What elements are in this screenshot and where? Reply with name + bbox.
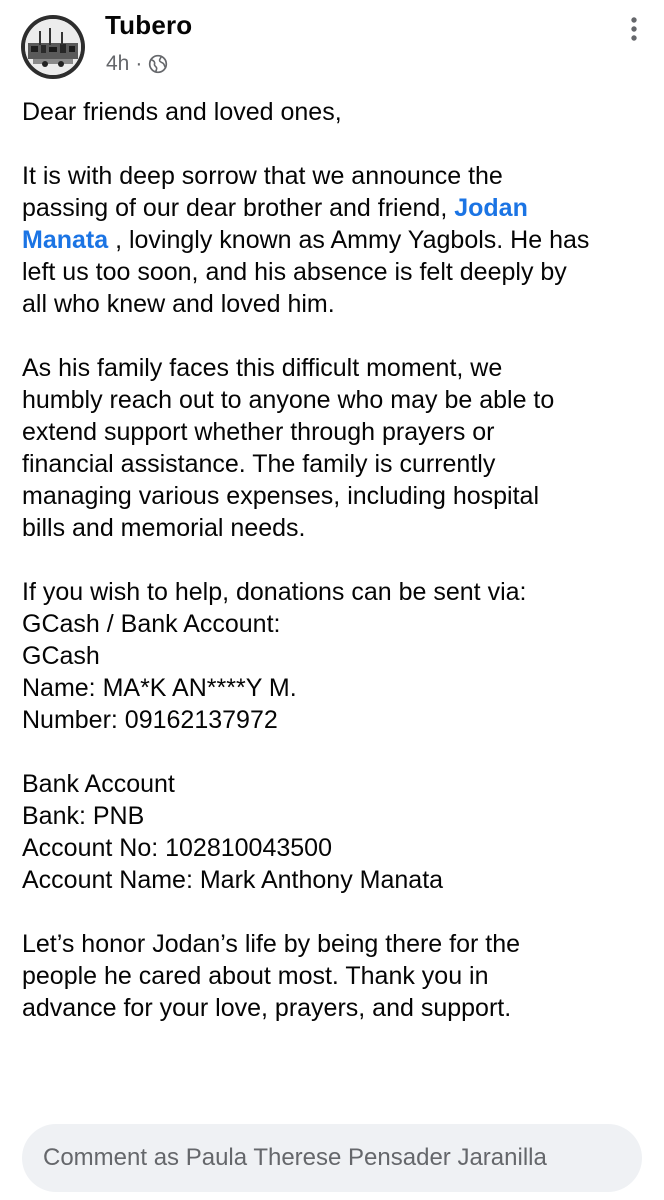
globe-icon (148, 54, 168, 74)
announcement-line-1: It is with deep sorrow that we announce the (22, 162, 503, 190)
appeal-line: managing various expenses, including hospital (22, 482, 539, 510)
bank-line: Bank Account (22, 770, 175, 798)
bank-account-number: Account No: 102810043500 (22, 834, 332, 862)
comment-input[interactable]: Comment as Paula Therese Pensader Jaranilla (22, 1124, 642, 1192)
donation-line: GCash / Bank Account: (22, 610, 281, 638)
announcement-line-2 (22, 192, 650, 224)
comment-bar (0, 1104, 664, 1200)
appeal-line: bills and memorial needs. (22, 514, 306, 542)
avatar-image (25, 19, 81, 75)
avatar-photo-icon (25, 19, 81, 75)
announcement-line-4: left us too soon, and his absence is felt deeply by (22, 258, 567, 286)
three-dots-vertical-icon (622, 16, 646, 42)
appeal-line: As his family faces this difficult moment, we (22, 354, 503, 382)
announcement-line-3 (22, 224, 650, 256)
post-header (0, 0, 664, 84)
closing-line: advance for your love, prayers, and support. (22, 994, 512, 1022)
paragraph-greeting (22, 96, 650, 128)
author-name[interactable]: Tubero (105, 10, 193, 40)
mention-link-jodan-manata[interactable]: Jodan (454, 194, 528, 222)
bank-name: Bank: PNB (22, 802, 145, 830)
gcash-name: Name: MA*K AN****Y M. (22, 674, 297, 702)
paragraph-gcash (22, 576, 650, 736)
gcash-number: Number: 09162137972 (22, 706, 278, 734)
post-time[interactable]: 4h (106, 52, 130, 75)
closing-line: Let’s honor Jodan’s life by being there for the (22, 930, 521, 958)
announcement-line-3-text: , lovingly known as Ammy Yagbols. He has (108, 226, 590, 254)
announcement-line-2-text: passing of our dear brother and friend, (22, 194, 455, 222)
appeal-line: extend support whether through prayers or (22, 418, 495, 446)
paragraph-appeal (22, 352, 650, 544)
paragraph-bank (22, 768, 650, 896)
closing-line: people he cared about most. Thank you in (22, 962, 489, 990)
more-options-button[interactable] (622, 16, 646, 42)
bank-account-name: Account Name: Mark Anthony Manata (22, 866, 444, 894)
mention-link-jodan-manata-cont[interactable]: Manata (22, 226, 109, 254)
meta-separator: · (135, 52, 143, 75)
greeting-line: Dear friends and loved ones, (22, 98, 342, 126)
appeal-line: humbly reach out to anyone who may be able to (22, 386, 555, 414)
appeal-line: financial assistance. The family is currently (22, 450, 496, 478)
post-meta (106, 51, 168, 77)
paragraph-closing (22, 928, 650, 1024)
donation-line: If you wish to help, donations can be sent via: (22, 578, 527, 606)
author-avatar[interactable] (21, 15, 85, 79)
announcement-line-5: all who knew and loved him. (22, 290, 335, 318)
post-body (22, 96, 650, 1056)
donation-line: GCash (22, 642, 100, 670)
paragraph-announcement (22, 160, 650, 320)
